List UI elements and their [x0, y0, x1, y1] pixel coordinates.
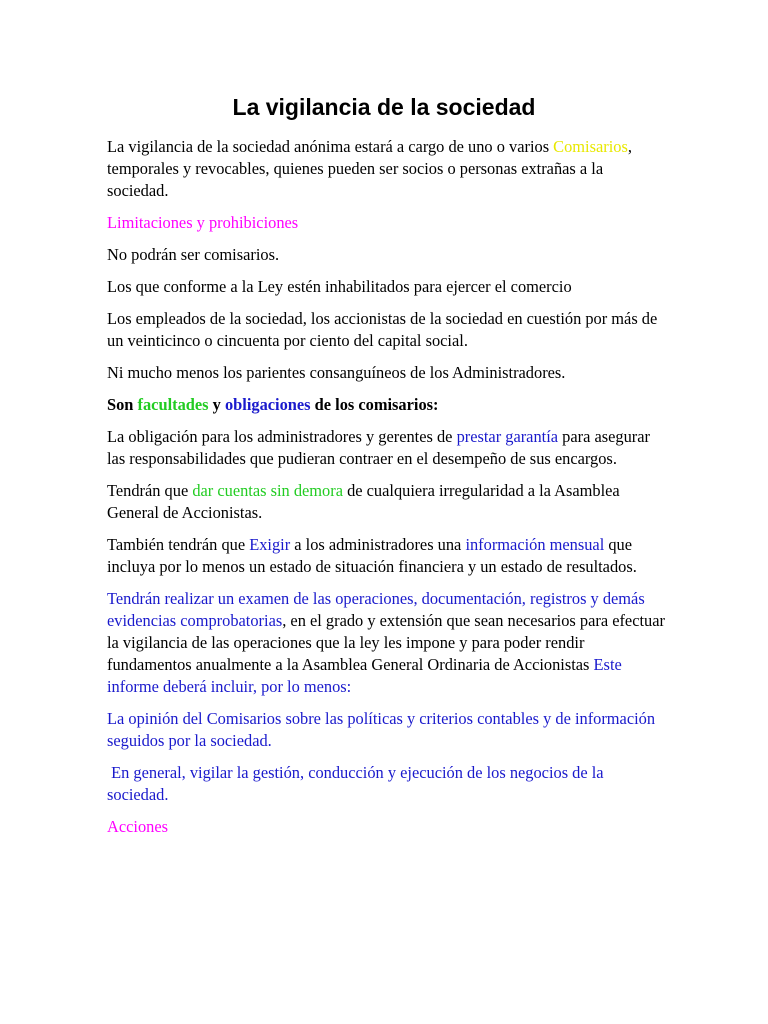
facultades-highlight: facultades — [137, 395, 209, 414]
exigir-highlight: Exigir — [249, 535, 291, 554]
de-los-comisarios-text: de los comisarios: — [310, 395, 439, 414]
section-heading-acciones: Acciones — [107, 817, 168, 836]
paragraph-examen — [107, 588, 667, 698]
y-text: y — [208, 395, 225, 414]
intro-text: La vigilancia de la sociedad anónima estará a cargo de uno o varios — [107, 137, 554, 156]
paragraph-vigilar: En general, vigilar la gestión, conducción y ejecución de los negocios de la sociedad. — [107, 763, 608, 804]
dar-cuentas-text: Tendrán que — [107, 481, 193, 500]
exigir-text: También tendrán que — [107, 535, 250, 554]
obligaciones-highlight: obligaciones — [224, 395, 311, 414]
paragraph-garantia — [107, 426, 667, 470]
examen-highlight: Tendrán realizar un examen de las operaciones, documentación, registros y demás evidencias comprobatorias — [107, 589, 645, 630]
comisarios-highlight: Comisarios — [553, 137, 628, 156]
paragraph-exigir — [107, 534, 667, 578]
garantia-text: La obligación para los administradores y gerentes de — [107, 427, 457, 446]
informacion-mensual-highlight: información mensual — [465, 535, 605, 554]
paragraph-intro — [107, 136, 667, 202]
dar-cuentas-highlight: dar cuentas sin demora — [192, 481, 343, 500]
paragraph-dar-cuentas — [107, 480, 667, 524]
paragraph-inhabilitados: Los que conforme a la Ley estén inhabilitados para ejercer el comercio — [107, 277, 572, 296]
intro-text-end: , temporales y revocables, quienes pueden ser socios o personas extrañas a la sociedad. — [107, 137, 632, 200]
paragraph-parientes: Ni mucho menos los parientes consanguíneos de los Administradores. — [107, 363, 566, 382]
prestar-garantia-highlight: prestar garantía — [456, 427, 559, 446]
dar-cuentas-text-end: de cualquiera irregularidad a la Asamblea General de Accionistas. — [107, 481, 620, 522]
paragraph-no-podran: No podrán ser comisarios. — [107, 245, 280, 264]
page-title: La vigilancia de la sociedad — [232, 94, 536, 120]
exigir-text-end: que incluya por lo menos un estado de situación financiera y un estado de resultados. — [107, 535, 637, 576]
son-text: Son — [107, 395, 138, 414]
informe-highlight: Este informe deberá incluir, por lo menos: — [107, 655, 622, 696]
document-body — [107, 136, 667, 848]
section-heading-facultades — [107, 394, 667, 416]
paragraph-empleados: Los empleados de la sociedad, los accionistas de la sociedad en cuestión por más de un veinticinco o cincuenta por ciento del capital social. — [107, 309, 658, 350]
garantia-text-end: para asegurar las responsabilidades que pudieran contraer en el desempeño de sus encargos. — [107, 427, 650, 468]
paragraph-opinion: La opinión del Comisarios sobre las políticas y criterios contables y de información seguidos por la sociedad. — [107, 709, 656, 750]
section-heading-limitaciones: Limitaciones y prohibiciones — [107, 213, 299, 232]
examen-text: , en el grado y extensión que sean necesarios para efectuar la vigilancia de las operaciones que la ley les impone y para poder rendir fundamentos anualmente a la Asamblea General Ordinaria de Accionistas — [107, 611, 665, 674]
exigir-text-mid: a los administradores una — [290, 535, 466, 554]
